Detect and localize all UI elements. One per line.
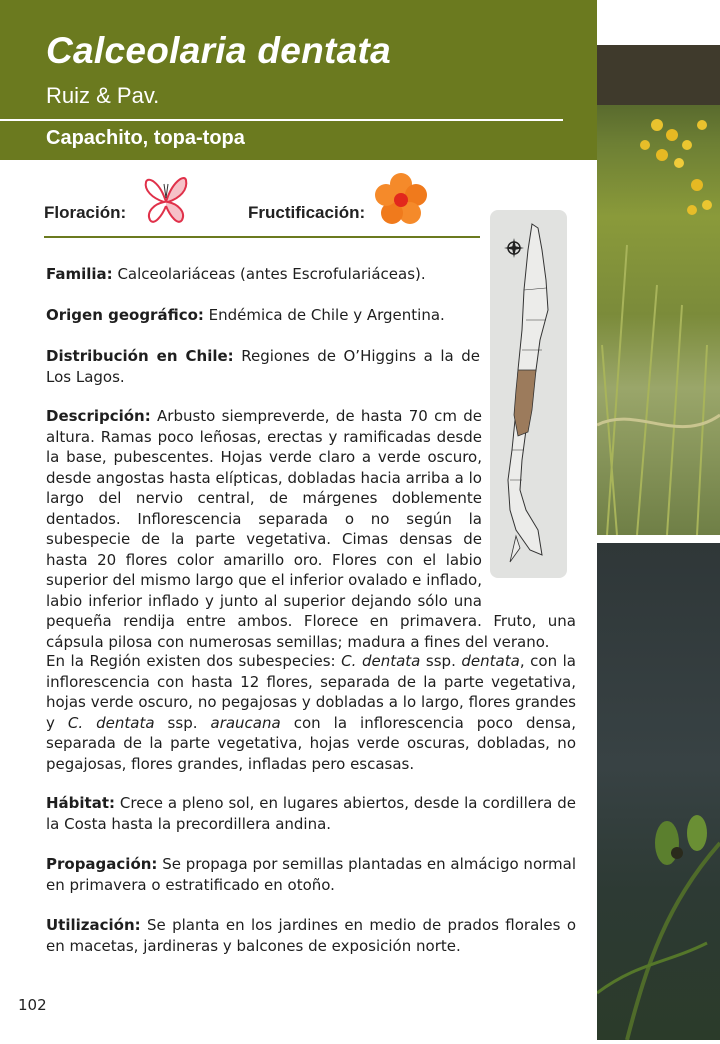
- page-number: 102: [18, 996, 47, 1014]
- subespecies-italic-2: dentata: [461, 652, 520, 670]
- fruiting-label: Fructificación:: [248, 203, 366, 222]
- header-divider: [0, 119, 563, 121]
- familia-label: Familia:: [46, 265, 113, 283]
- familia-paragraph: [46, 264, 480, 285]
- descripcion-block: [46, 406, 576, 652]
- common-name: Capachito, topa-topa: [46, 127, 245, 149]
- descripcion-text: Arbusto siempreverde, de hasta 70 cm de altura. Ramas poco leñosas, erectas y ramificadas desde la base, pubescentes. Hojas verde claro a verde oscuro, desde angostas hasta elípticas, dobladas hacia arriba a lo largo del nervio central, de márgenes doblemente dentados. Inflorescencia separada o no según la subespecie de la parte vegetativa. Cimas densas de hasta 20 flores color amarillo oro. Flores con el labio superior del mismo largo que el inferior ovalado e inflado, labio inferior inflado y junto al superior dejando sólo una pequeña rendija entre ambos. Florece en primavera. Fruto, una cápsula pilosa con numerosas semillas; madura a fines del verano.: [46, 407, 576, 651]
- plant-photo-bottom-art: [597, 543, 720, 1040]
- plant-photo-top: [597, 45, 720, 535]
- familia-block: [46, 264, 480, 285]
- butterfly-icon: [142, 172, 190, 228]
- subespecies-italic-4: araucana: [210, 713, 281, 732]
- flowering-label: Floración:: [44, 203, 127, 222]
- propagacion-paragraph: [46, 854, 576, 895]
- origen-paragraph: [46, 305, 480, 326]
- distribucion-paragraph: [46, 346, 480, 387]
- distribucion-block: [46, 346, 480, 387]
- utilizacion-paragraph: [46, 915, 576, 956]
- compass-icon: [504, 238, 524, 258]
- plant-photo-bottom: [597, 543, 720, 1040]
- distribucion-label: Distribución en Chile:: [46, 347, 234, 365]
- habitat-label: Hábitat:: [46, 794, 116, 812]
- distribucion-text: Regiones de O’Higgins a la de Los Lagos.: [46, 347, 481, 386]
- flower-icon: [374, 172, 428, 226]
- subespecies-text-1: En la Región existen dos subespecies:: [46, 652, 342, 670]
- origen-block: [46, 305, 480, 326]
- header-band: [0, 0, 597, 160]
- utilizacion-label: Utilización:: [46, 916, 141, 934]
- propagacion-text: Se propaga por semillas plantadas en almácigo normal en primavera o estratificado en otoño.: [46, 855, 576, 894]
- plant-photo-top-art: [597, 45, 720, 535]
- habitat-paragraph: [46, 793, 576, 834]
- subespecies-text-2: ssp.: [420, 652, 462, 670]
- propagacion-block: [46, 854, 576, 895]
- utilizacion-text: Se planta en los jardines en medio de prados florales o en macetas, jardineras y balcones de exposición norte.: [46, 916, 576, 955]
- familia-text: Calceolariáceas (antes Escrofulariáceas).: [112, 265, 426, 283]
- habitat-text: Crece a pleno sol, en lugares abiertos, desde la cordillera de la Costa hasta la precordillera andina.: [46, 794, 576, 833]
- species-title: Calceolaria dentata: [46, 30, 392, 71]
- subespecies-text-4: ssp.: [154, 713, 211, 732]
- subespecies-italic-1: C. dentata: [341, 652, 421, 670]
- subespecies-text-5: con la inflorescencia poco densa, separada de la parte vegetativa, hojas verde oscuras, dobladas, no pegajosas, flores grandes, infladas pero escasas.: [46, 713, 576, 773]
- map-float-spacer: [482, 406, 576, 606]
- habitat-block: [46, 793, 576, 834]
- section-divider: [44, 236, 480, 238]
- origen-text: Endémica de Chile y Argentina.: [203, 306, 445, 324]
- subespecies-block: [46, 651, 576, 774]
- subespecies-italic-3: C. dentata: [67, 713, 155, 732]
- subespecies-text-3: , con la inflorescencia con hasta 12 flores, separada de la parte vegetativa, hojas verde oscuro, no pegajosas y dobladas a lo largo, flores grandes y: [46, 652, 576, 732]
- descripcion-label: Descripción:: [46, 407, 151, 425]
- utilizacion-block: [46, 915, 576, 956]
- propagacion-label: Propagación:: [46, 855, 158, 873]
- subespecies-paragraph: [46, 651, 576, 774]
- species-author: Ruiz & Pav.: [46, 83, 160, 108]
- origen-label: Origen geográfico:: [46, 306, 204, 324]
